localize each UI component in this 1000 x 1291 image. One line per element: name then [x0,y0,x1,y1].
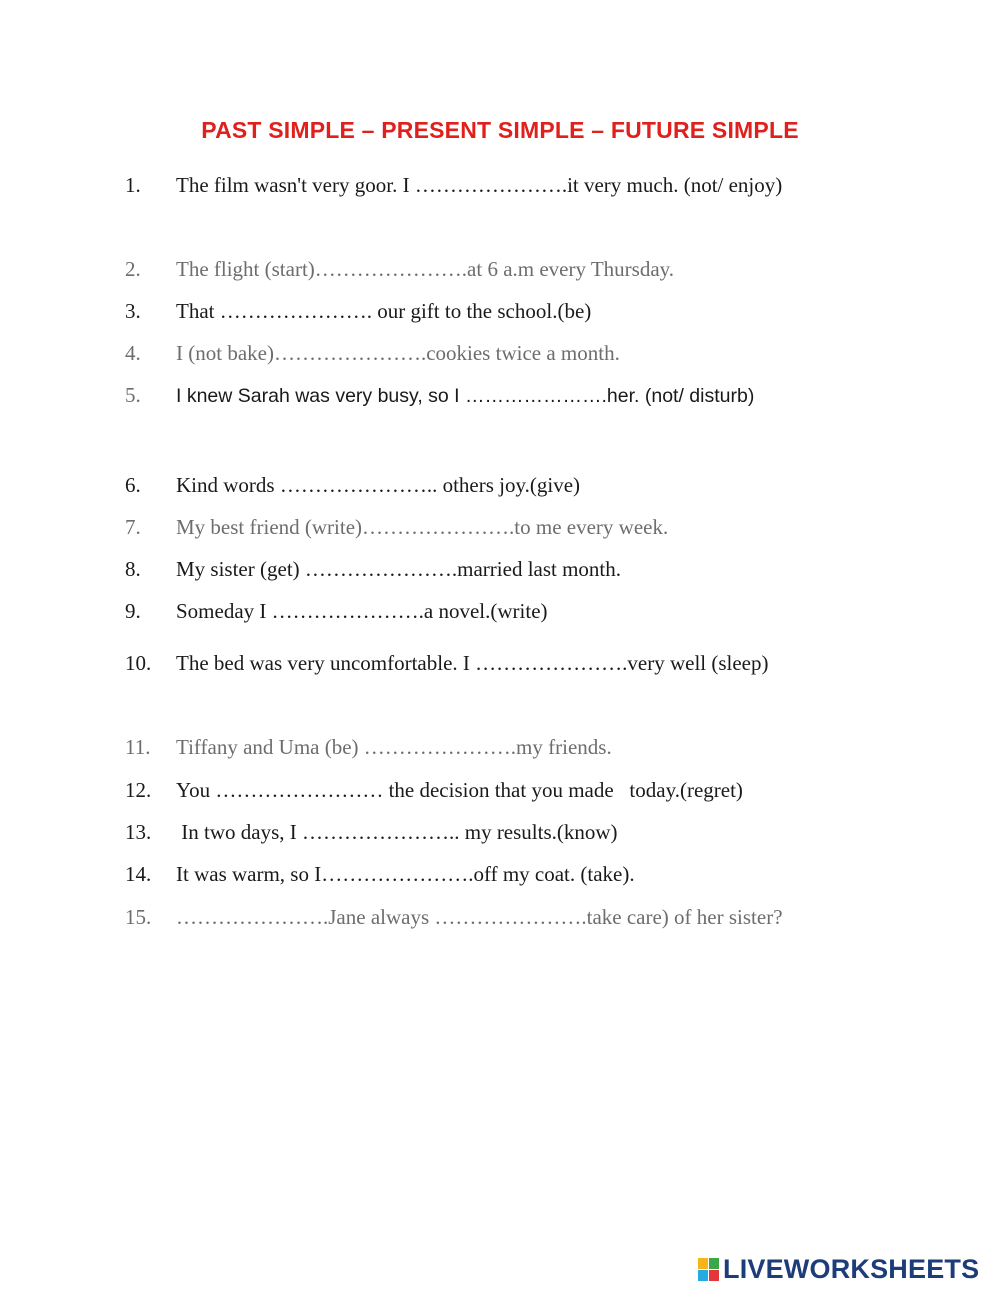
logo-square-green [709,1258,719,1269]
item-text: The film wasn't very goor. I ………………….it very much. (not/ enjoy) [176,173,783,197]
item-text: You …………………… the decision that you made today.(regret) [176,778,743,802]
logo-square-red [709,1270,719,1281]
item-text: Tiffany and Uma (be) ………………….my friends. [176,735,612,759]
item-text: The bed was very uncomfortable. I ………………….very well (sleep) [176,651,769,675]
logo-square-blue [698,1270,708,1281]
item-number: 14. [125,862,152,886]
item-text: That …………………. our gift to the school.(be) [176,299,592,323]
item-text: I knew Sarah was very busy, so I ………………….her. (not/ disturb) [176,385,755,407]
item-text: I (not bake)………………….cookies twice a month. [176,341,620,365]
item-number: 7. [125,515,141,539]
item-text: Kind words ………………….. others joy.(give) [176,473,581,497]
item-number: 5. [125,383,141,407]
item-number: 11. [125,735,151,759]
item-text: My best friend (write)………………….to me every week. [176,515,669,539]
item-number: 2. [125,257,141,281]
item-number: 9. [125,599,141,623]
item-number: 1. [125,173,141,197]
item-number: 12. [125,778,152,802]
worksheet-title: PAST SIMPLE – PRESENT SIMPLE – FUTURE SIMPLE [201,117,799,143]
item-number: 8. [125,557,141,581]
item-text: In two days, I ………………….. my results.(know) [176,820,618,844]
item-text: It was warm, so I………………….off my coat. (take). [176,862,635,886]
logo-square-yellow [698,1258,708,1269]
item-text: My sister (get) ………………….married last month. [176,557,622,581]
item-text: ………………….Jane always ………………….take care) of her sister? [176,905,783,929]
logo-text: LIVEWORKSHEETS [723,1254,980,1284]
item-number: 3. [125,299,141,323]
item-number: 15. [125,905,152,929]
liveworksheets-logo-icon [698,1258,719,1281]
item-number: 4. [125,341,141,365]
liveworksheets-logo [698,1255,979,1283]
item-text: Someday I ………………….a novel.(write) [176,599,548,623]
item-number: 6. [125,473,141,497]
item-text: The flight (start)………………….at 6 a.m every Thursday. [176,257,675,281]
item-number: 13. [125,820,152,844]
item-number: 10. [125,651,152,675]
